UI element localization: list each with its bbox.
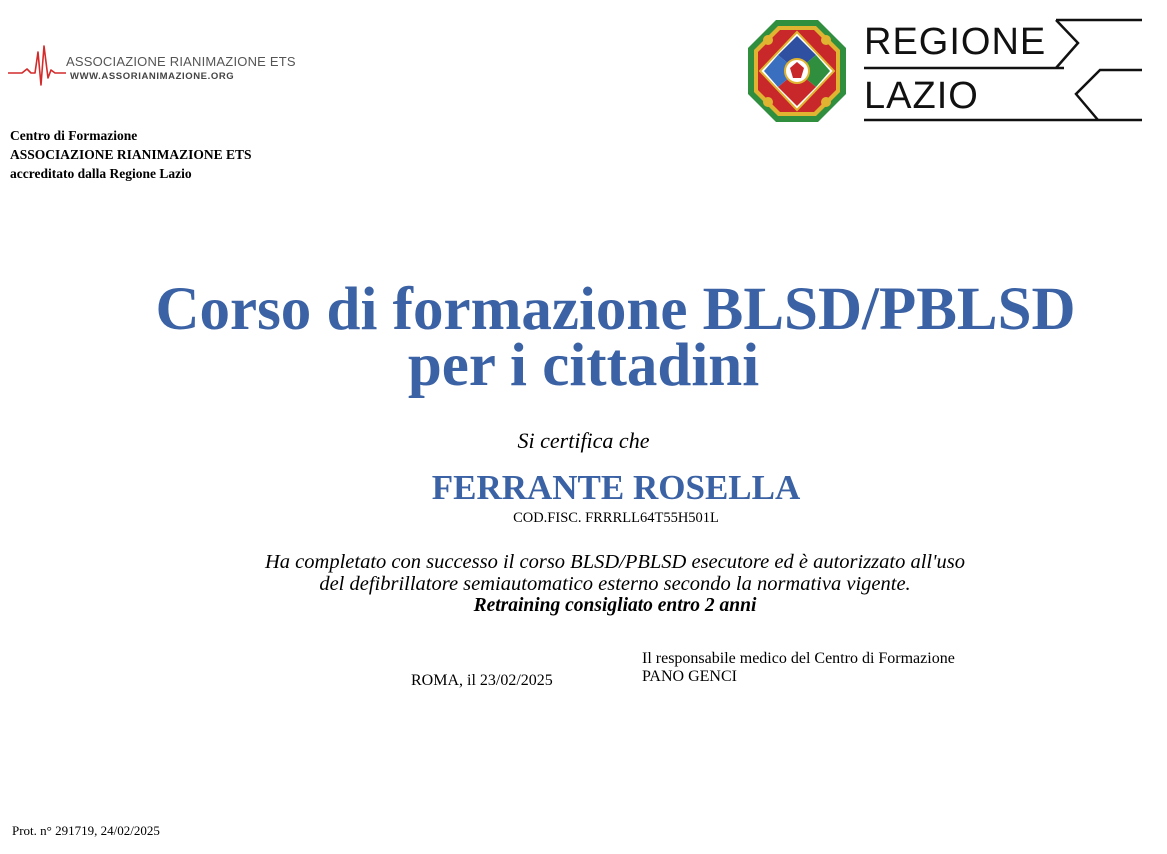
association-logo bbox=[8, 40, 308, 90]
responsible-name: PANO GENCI bbox=[642, 668, 737, 685]
training-center-info bbox=[10, 126, 252, 183]
association-name: ASSOCIAZIONE RIANIMAZIONE ETS bbox=[66, 54, 296, 69]
title-line-1: Corso di formazione BLSD/PBLSD bbox=[155, 276, 1076, 343]
certificate-title bbox=[0, 276, 1167, 399]
tax-code: COD.FISC. FRRRLL64T55H501L bbox=[513, 510, 719, 526]
person-name: FERRANTE ROSELLA bbox=[431, 468, 801, 507]
statement-line-1: Ha completato con successo il corso BLSD/PBLSD esecutore ed è autorizzato all'uso bbox=[265, 551, 965, 573]
regione-label: REGIONE bbox=[864, 21, 1047, 63]
center-info-line-1: Centro di Formazione bbox=[10, 128, 138, 143]
regione-lazio-frame-lines-icon bbox=[746, 16, 1146, 128]
regione-lazio-logo bbox=[746, 16, 1146, 128]
place-date: ROMA, il 23/02/2025 bbox=[411, 672, 553, 689]
center-info-line-2: ASSOCIAZIONE RIANIMAZIONE ETS bbox=[10, 147, 252, 162]
center-info-line-3: accreditato dalla Regione Lazio bbox=[10, 166, 192, 181]
statement-line-2: del defibrillatore semiautomatico esterno secondo la normativa vigente. bbox=[319, 573, 911, 595]
responsible-label: Il responsabile medico del Centro di Formazione bbox=[642, 650, 955, 667]
association-website: WWW.ASSORIANIMAZIONE.ORG bbox=[70, 71, 235, 82]
protocol-number: Prot. n° 291719, 24/02/2025 bbox=[12, 823, 160, 838]
title-line-2: per i cittadini bbox=[407, 332, 760, 399]
certify-text: Si certifica che bbox=[517, 428, 650, 453]
completion-statement bbox=[0, 551, 1167, 595]
lazio-label: LAZIO bbox=[864, 75, 979, 117]
retraining-note: Retraining consigliato entro 2 anni bbox=[473, 595, 757, 616]
